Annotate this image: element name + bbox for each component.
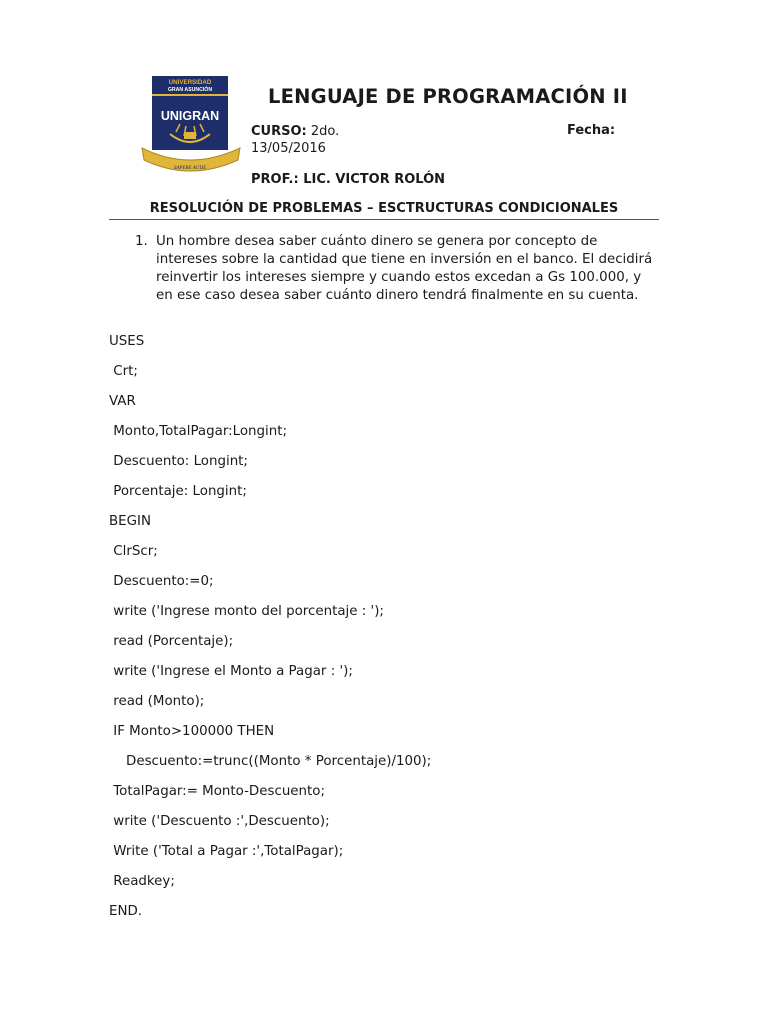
section-title: RESOLUCIÓN DE PROBLEMAS – ESCTRUCTURAS CONDICIONALES — [149, 201, 619, 216]
code-line: TotalPagar:= Monto-Descuento; — [109, 784, 325, 799]
problem-item — [135, 233, 657, 305]
university-logo — [140, 74, 242, 178]
curso-label: CURSO: — [251, 124, 307, 139]
fecha-value: 13/05/2016 — [251, 141, 326, 156]
code-line: Monto,TotalPagar:Longint; — [109, 424, 287, 439]
logo-ribbon-text: SAPERE AUDE — [173, 166, 207, 171]
logo-text-1: UNIVERSIDAD — [168, 79, 212, 86]
code-line: write ('Ingrese monto del porcentaje : '); — [109, 604, 384, 619]
code-line: Descuento:=trunc((Monto * Porcentaje)/100); — [109, 754, 432, 769]
curso-line — [251, 123, 339, 141]
logo-text-2: GRAN ASUNCIÓN — [167, 87, 213, 93]
curso-value: 2do. — [306, 124, 340, 139]
page-title: LENGUAJE DE PROGRAMACIÓN II — [268, 85, 628, 108]
problem-text: Un hombre desea saber cuánto dinero se genera por concepto de intereses sobre la cantidad que tiene en inversión en el banco. El decidirá reinvertir los intereses siempre y cuando estos excedan a Gs 100.000, y en ese caso desea saber cuánto dinero tendrá finalmente en su cuenta. — [156, 234, 653, 303]
code-line: write ('Descuento :',Descuento); — [109, 814, 330, 829]
problem-number: 1. — [135, 234, 148, 249]
code-line: IF Monto>100000 THEN — [109, 724, 275, 739]
code-line: Readkey; — [109, 874, 175, 889]
code-line: Write ('Total a Pagar :',TotalPagar); — [109, 844, 344, 859]
divider — [109, 219, 659, 220]
logo-name: UNIGRAN — [160, 109, 220, 123]
professor-line: PROF.: LIC. VICTOR ROLÓN — [251, 172, 446, 187]
code-line: Porcentaje: Longint; — [109, 484, 247, 499]
code-line: BEGIN — [109, 514, 151, 529]
code-line: Crt; — [109, 364, 138, 379]
code-line: write ('Ingrese el Monto a Pagar : '); — [109, 664, 353, 679]
fecha-label: Fecha: — [567, 123, 616, 138]
code-line: read (Monto); — [109, 694, 205, 709]
code-line: USES — [109, 334, 145, 349]
code-line: Descuento:=0; — [109, 574, 214, 589]
code-line: END. — [109, 904, 143, 919]
code-line: read (Porcentaje); — [109, 634, 234, 649]
code-line: VAR — [109, 394, 136, 409]
code-line: Descuento: Longint; — [109, 454, 248, 469]
code-line: ClrScr; — [109, 544, 158, 559]
